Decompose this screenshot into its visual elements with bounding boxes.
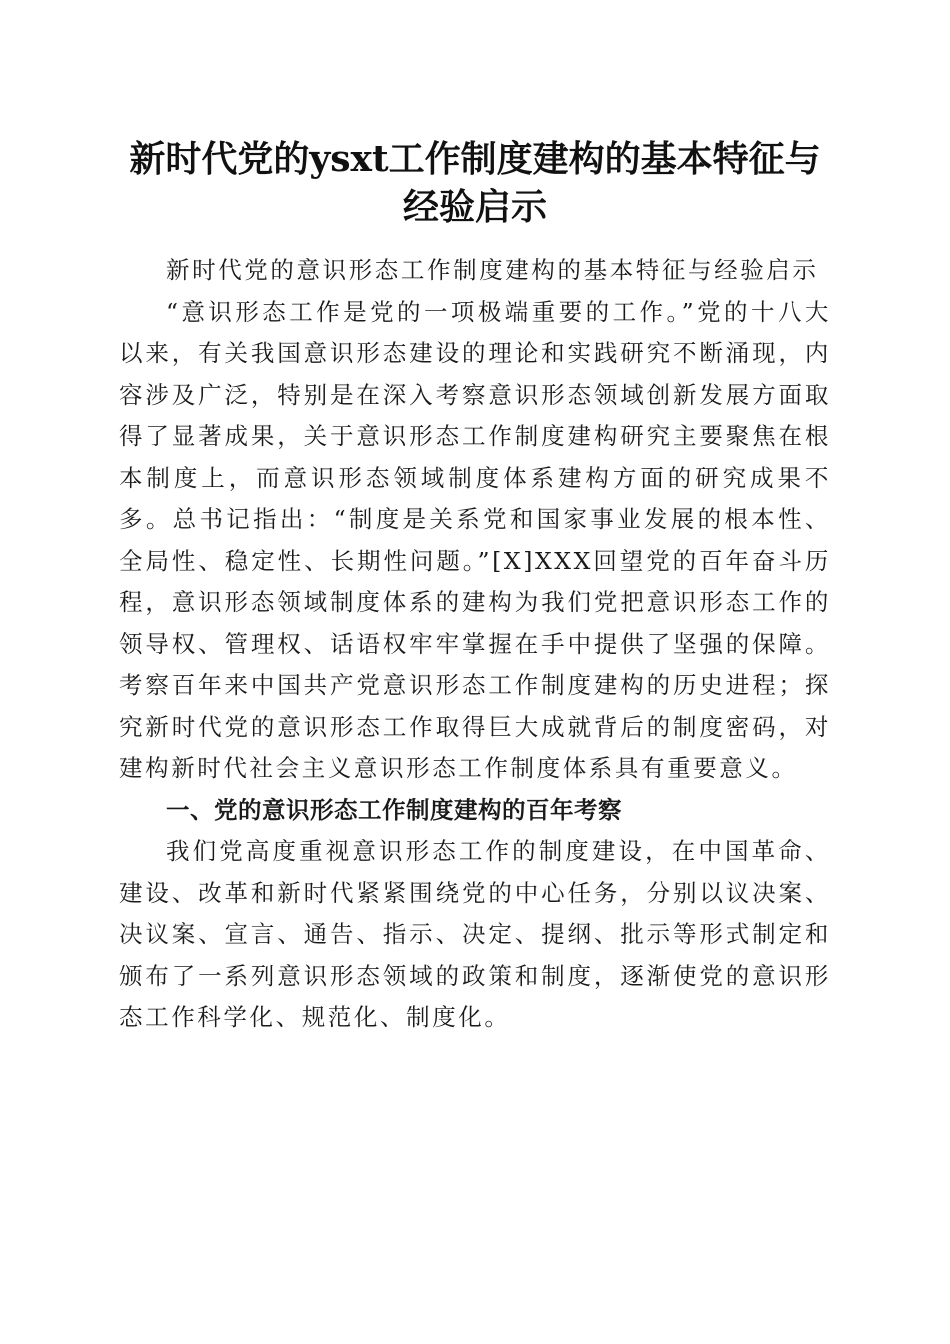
body-paragraph-1: “意识形态工作是党的一项极端重要的工作。”党的十八大以来，有关我国意识形态建设的理论和实践研究不断涌现，内容涉及广泛，特别是在深入考察意识形态领域创新发展方面取得了显著成果，关于意识形态工作制度建构研究主要聚焦在根本制度上，而意识形态领域制度体系建构方面的研究成果不多。总书记指出：“制度是关系党和国家事业发展的根本性、全局性、稳定性、长期性问题。”[X]XXX回望党的百年奋斗历程，意识形态领域制度体系的建构为我们党把意识形态工作的领导权、管理权、话语权牢牢掌握在手中提供了坚强的保障。考察百年来中国共产党意识形态工作制度建构的历史进程；探究新时代党的意识形态工作取得巨大成就背后的制度密码，对建构新时代社会主义意识形态工作制度体系具有重要意义。 [119,297,831,782]
document-title-line1: 新时代党的ysxt工作制度建构的基本特征与 [129,138,821,180]
section-heading-1: 一、党的意识形态工作制度建构的百年考察 [166,795,622,824]
document-title-line2: 经验启示 [402,186,547,228]
body-paragraph-2: 我们党高度重视意识形态工作的制度建设，在中国革命、建设、改革和新时代紧紧围绕党的中心任务，分别以议决案、决议案、宣言、通告、指示、决定、提纲、批示等形式制定和颁布了一系列意识形态领域的政策和制度，逐渐使党的意识形态工作科学化、规范化、制度化。 [119,837,831,1031]
subtitle-paragraph: 新时代党的意识形态工作制度建构的基本特征与经验启示 [166,256,819,284]
document-body [119,250,831,1039]
